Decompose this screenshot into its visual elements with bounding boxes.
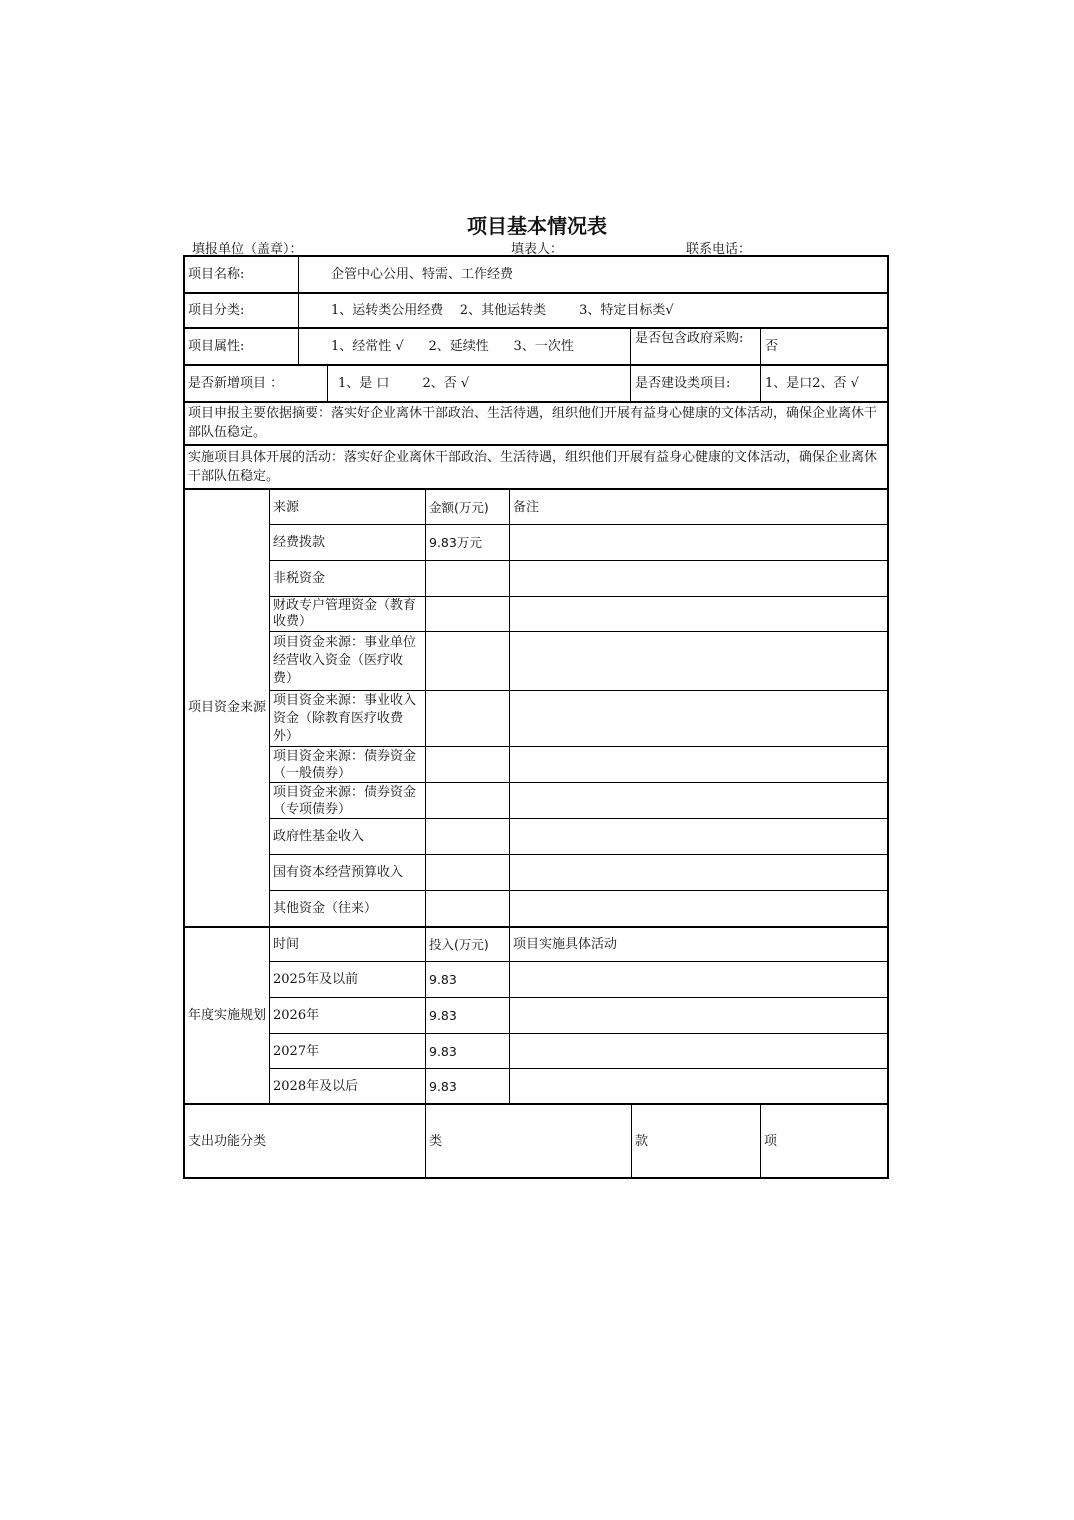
- funding-source-amount: [426, 855, 509, 890]
- funding-source-note: [510, 525, 887, 560]
- col-line: [298, 257, 299, 366]
- funding-source-note: [510, 632, 887, 690]
- funding-source-label: 项目资金来源：事业收入资金（除教育医疗收费外）: [273, 693, 417, 744]
- page-title: 项目基本情况表: [467, 214, 607, 238]
- plan-amount: 9.83: [429, 1043, 457, 1059]
- funding-source-label: 项目资金来源：债券资金（一般债券）: [273, 749, 417, 781]
- funding-source-note: [510, 747, 887, 782]
- plan-section-label: 年度实施规划: [188, 1007, 267, 1023]
- funding-source-label: 财政专户管理资金（教育收费）: [273, 598, 417, 629]
- plan-year: 2026年: [273, 1008, 320, 1023]
- plan-amount: 9.83: [429, 1008, 457, 1023]
- plan-year: 2028年及以后: [273, 1078, 359, 1094]
- funding-section-label: 项目资金来源: [188, 700, 267, 715]
- basis-summary: 项目申报主要依据摘要：落实好企业离休干部政治、生活待遇，组织他们开展有益身心健康的文体活动，确保企业离休干部队伍稳定。: [188, 406, 878, 440]
- col-line: [327, 366, 328, 402]
- project-name-label: 项目名称:: [188, 267, 245, 282]
- funding-source-amount: [426, 597, 509, 631]
- col-line: [760, 327, 761, 402]
- activity-summary: 实施项目具体开展的活动：落实好企业离休干部政治、生活待遇，组织他们开展有益身心健康的文体活动，确保企业离休干部队伍稳定。: [188, 450, 878, 484]
- funding-header-note: 备注: [513, 499, 540, 515]
- plan-activity: [510, 1069, 887, 1103]
- funding-source-note: [510, 855, 887, 890]
- funding-source-amount: [426, 891, 509, 926]
- project-name-value: 企管中心公用、特需、工作经费: [331, 267, 514, 282]
- new-project-label: 是否新增项目 ：: [188, 376, 284, 391]
- construction-value: 1、是口2、否 √: [765, 376, 859, 391]
- plan-activity: [510, 1034, 887, 1068]
- construction-label: 是否建设类项目:: [635, 376, 731, 391]
- funding-source-amount: [426, 561, 509, 596]
- filler-label: 填表人：: [511, 242, 564, 257]
- plan-activity: [510, 962, 887, 997]
- project-category-value: 1、运转类公用经费 2、其他运转类 3、特定目标类√: [331, 303, 674, 318]
- plan-header-amount: 投入(万元): [429, 937, 489, 952]
- procurement-label: 是否包含政府采购:: [635, 331, 744, 346]
- procurement-value: 否: [765, 339, 779, 354]
- new-project-value: 1、是 口 2、否 √: [338, 376, 470, 391]
- funding-source-note: [510, 597, 887, 631]
- expense-class-item: 项: [764, 1133, 778, 1149]
- funding-source-label: 项目资金来源：事业单位经营收入资金（医疗收费）: [273, 635, 417, 686]
- unit-label: 填报单位（盖章）：: [192, 242, 303, 257]
- plan-year: 2025年及以前: [273, 972, 359, 987]
- funding-source-note: [510, 819, 887, 854]
- funding-source-note: [510, 561, 887, 596]
- funding-source-amount: [426, 819, 509, 854]
- phone-label: 联系电话：: [686, 242, 752, 257]
- funding-header-amount: 金额(万元): [429, 499, 489, 515]
- funding-source-amount: [426, 691, 509, 746]
- project-category-label: 项目分类:: [188, 303, 245, 318]
- expense-class-label: 支出功能分类: [188, 1133, 267, 1149]
- plan-year: 2027年: [273, 1043, 320, 1059]
- project-attribute-value: 1、经常性 √ 2、延续性 3、一次性: [331, 339, 574, 354]
- col-line: [630, 327, 631, 402]
- funding-source-note: [510, 783, 887, 818]
- funding-header-source: 来源: [273, 499, 300, 515]
- project-attribute-label: 项目属性:: [188, 339, 245, 354]
- funding-source-label: 其他资金（往来）: [273, 901, 378, 916]
- plan-header-activity: 项目实施具体活动: [513, 937, 618, 952]
- plan-header-time: 时间: [273, 937, 300, 952]
- funding-source-amount: [426, 783, 509, 818]
- funding-source-label: 非税资金: [273, 571, 326, 586]
- funding-source-amount: 9.83万元: [429, 535, 482, 550]
- expense-class-category: 类: [429, 1133, 443, 1149]
- funding-source-label: 国有资本经营预算收入: [273, 865, 404, 880]
- plan-activity: [510, 998, 887, 1033]
- expense-class-section: 款: [635, 1133, 649, 1149]
- plan-amount: 9.83: [429, 972, 457, 987]
- funding-source-label: 项目资金来源：债券资金（专项债券）: [273, 785, 417, 817]
- funding-source-label: 政府性基金收入: [273, 829, 365, 844]
- funding-source-label: 经费拨款: [273, 535, 326, 550]
- funding-source-amount: [426, 632, 509, 690]
- project-info-table: [183, 255, 889, 1179]
- funding-source-note: [510, 891, 887, 926]
- plan-amount: 9.83: [429, 1078, 457, 1094]
- funding-source-note: [510, 691, 887, 746]
- funding-source-amount: [426, 747, 509, 782]
